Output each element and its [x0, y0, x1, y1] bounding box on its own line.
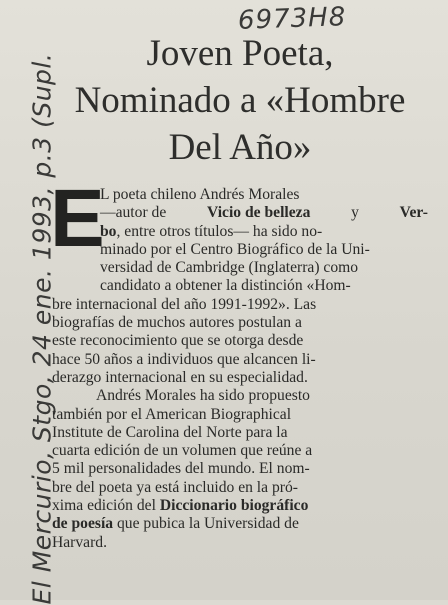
article-line: también por el American Biographical: [52, 405, 292, 423]
article-line: derazgo internacional en su especialidad.: [52, 368, 308, 386]
article-line: cuarta edición de un volumen que reúne a: [52, 442, 313, 460]
headline-line-1: Joven Poeta,: [146, 33, 334, 74]
article-line: minado por el Centro Biográfico de la Uni-: [100, 240, 370, 258]
article-line: bre del poeta ya está incluido en la pró-: [52, 478, 298, 496]
article-body: [52, 186, 428, 552]
article-line: bre internacional del año 1991-1992». Las: [52, 295, 317, 313]
article-line: L poeta chileno Andrés Morales: [100, 186, 300, 203]
article-line: 5 mil personalidades del mundo. El nom-: [52, 460, 310, 478]
article-line: este reconocimiento que se otorga desde: [52, 332, 304, 350]
headline-line-2: Nominado a «Hombre: [74, 80, 406, 121]
headline: [40, 30, 440, 171]
article-line: —autor de Vicio de belleza y Ver-: [100, 204, 428, 222]
article-line: biografías de muchos autores postulan a: [52, 314, 302, 332]
article-line: hace 50 años a individuos que alcancen li-: [52, 350, 316, 368]
handwritten-source-note: El Mercurio, Stgo, 24 ene. 1993, p.3 (Supl.: [27, 52, 57, 605]
handwritten-catalog-number: 6973H8: [237, 2, 347, 36]
article-line: de poesía que pubica la Universidad de: [52, 515, 299, 533]
article-line: xima edición del Diccionario biográfico: [52, 497, 309, 515]
article-line: versidad de Cambridge (Inglaterra) como: [100, 259, 359, 277]
headline-line-3: Del Año»: [168, 127, 312, 168]
article-line: Institute de Carolina del Norte para la: [52, 423, 288, 441]
article-line: candidato a obtener la distinción «Hom-: [100, 277, 351, 295]
drop-cap: E: [50, 173, 105, 264]
article-line: Andrés Morales ha sido propuesto: [96, 387, 310, 405]
article-line: bo , entre otros títulos— ha sido no-: [100, 222, 323, 240]
article-line: Harvard.: [52, 533, 107, 551]
